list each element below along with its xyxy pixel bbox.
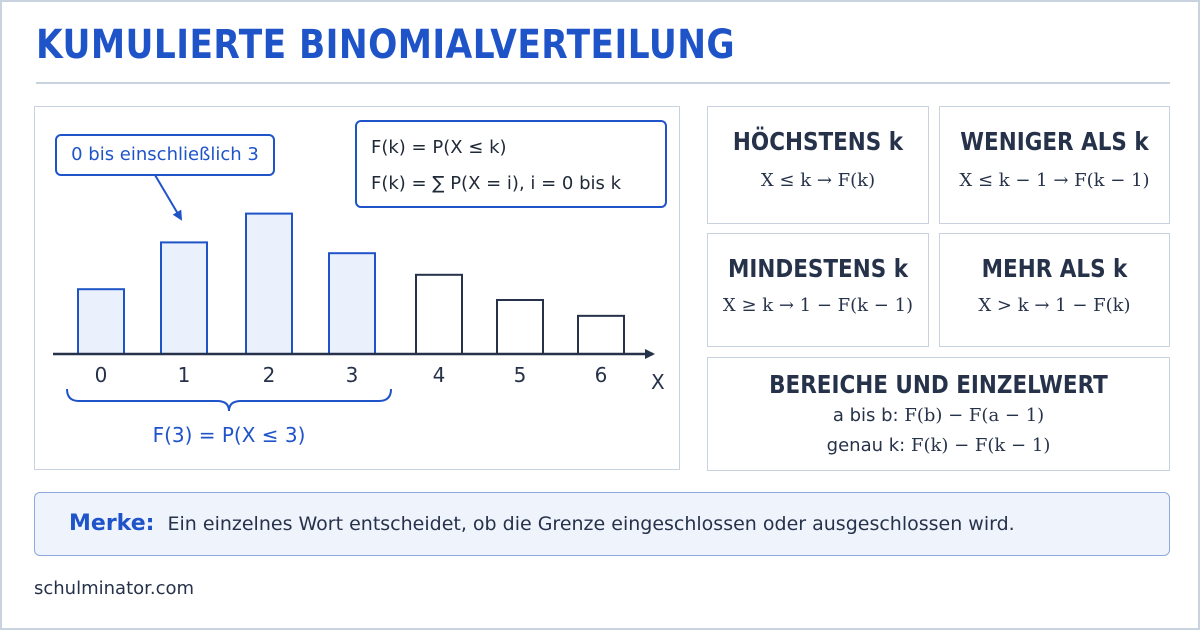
formula-definition: F(k) = P(X ≤ k) xyxy=(371,137,507,158)
card-mindestens-formula: X ≥ k → 1 − F(k − 1) xyxy=(722,295,914,316)
card-mehr-title: MEHR ALS k xyxy=(981,254,1128,283)
range-line-a-b xyxy=(708,401,1169,431)
range-line-exact xyxy=(708,431,1169,461)
tick-label-3: 3 xyxy=(345,363,359,387)
card-mehr-formula: X > k → 1 − F(k) xyxy=(978,295,1131,316)
formula-box xyxy=(355,120,667,208)
card-mehr xyxy=(939,233,1170,347)
tick-label-6: 6 xyxy=(594,363,608,387)
card-hoechstens xyxy=(707,106,929,224)
range-line-a-b-expr: F(b) − F(a − 1) xyxy=(904,405,1045,426)
card-bereiche xyxy=(707,357,1170,471)
bar-0 xyxy=(78,289,124,354)
merke-label: Merke: xyxy=(69,511,155,536)
bars-group xyxy=(78,214,624,354)
bar-5 xyxy=(497,300,543,354)
bar-3 xyxy=(329,253,375,354)
chart-panel xyxy=(34,106,680,470)
card-bereiche-title: BEREICHE UND EINZELWERT xyxy=(769,370,1108,399)
tick-labels xyxy=(95,363,608,387)
card-weniger-title: WENIGER ALS k xyxy=(960,127,1149,156)
x-axis-label: X xyxy=(651,370,665,394)
bar-2 xyxy=(246,214,292,354)
page-title: KUMULIERTE BINOMIALVERTEILUNG xyxy=(36,22,736,68)
tick-label-4: 4 xyxy=(432,363,446,387)
card-mindestens-title: MINDESTENS k xyxy=(727,254,909,283)
bar-4 xyxy=(416,275,462,354)
callout-arrow xyxy=(155,175,181,219)
card-hoechstens-formula: X ≤ k → F(k) xyxy=(760,170,876,191)
title-divider xyxy=(36,82,1170,84)
range-line-a-b-label: a bis b: xyxy=(832,405,899,426)
formula-sum: F(k) = ∑ P(X = i), i = 0 bis k xyxy=(371,173,622,194)
footer-site: schulminator.com xyxy=(34,578,195,599)
card-mindestens xyxy=(707,233,929,347)
range-line-exact-expr: F(k) − F(k − 1) xyxy=(910,435,1051,456)
tick-label-5: 5 xyxy=(513,363,527,387)
bracket-label: F(3) = P(X ≤ 3) xyxy=(152,423,306,447)
card-hoechstens-title: HÖCHSTENS k xyxy=(732,127,904,156)
range-callout: 0 bis einschließlich 3 xyxy=(55,134,275,176)
range-bracket xyxy=(67,389,391,411)
bar-6 xyxy=(578,316,624,354)
card-weniger xyxy=(939,106,1170,224)
range-line-exact-label: genau k: xyxy=(826,435,906,456)
tick-label-1: 1 xyxy=(177,363,191,387)
tick-label-2: 2 xyxy=(262,363,276,387)
merke-banner xyxy=(34,492,1170,556)
tick-label-0: 0 xyxy=(94,363,108,387)
card-weniger-formula: X ≤ k − 1 → F(k − 1) xyxy=(959,170,1150,191)
bar-1 xyxy=(161,242,207,354)
merke-text: Ein einzelnes Wort entscheidet, ob die Grenze eingeschlossen oder ausgeschlossen wird. xyxy=(167,513,1015,535)
